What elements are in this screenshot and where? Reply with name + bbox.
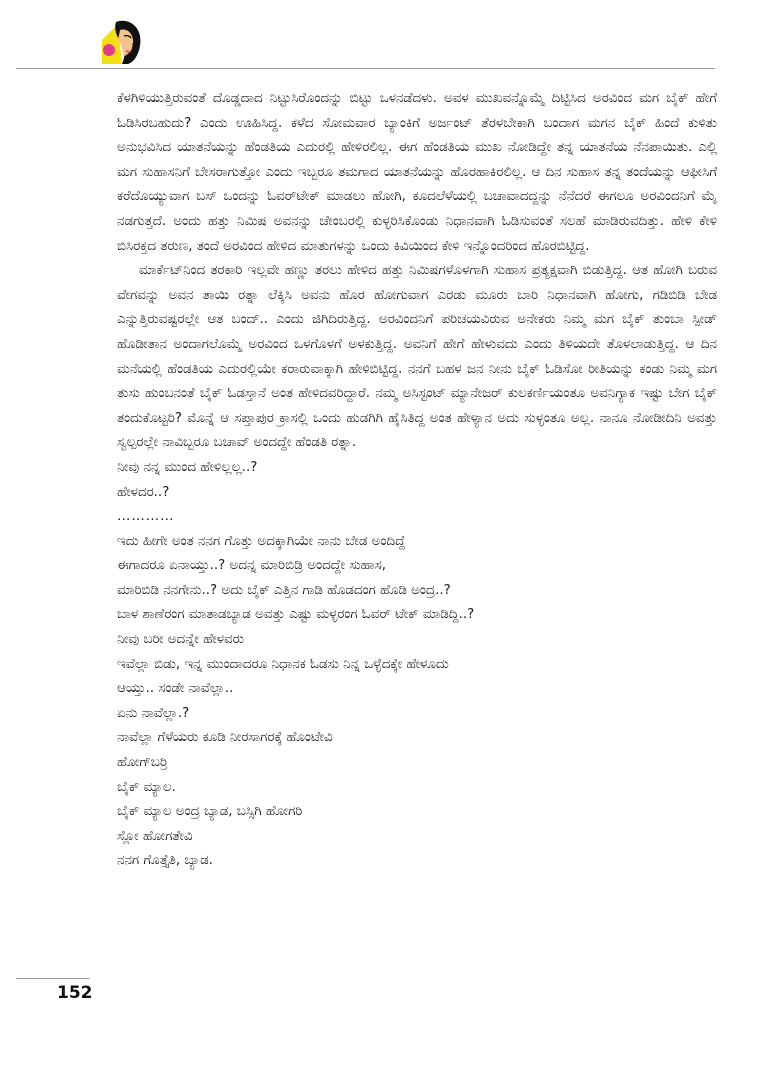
paragraph: ಕೆಳಗಿಳಿಯುತ್ತಿರುವಂತೆ ದೊಡ್ಡದಾದ ನಿಟ್ಟುಸಿರೊಂದನ್ನು ಬಿಟ್ಟು ಒಳನಡೆದಳು. ಅವಳ ಮುಖವನ್ನೊಮ್ಮೆ ದಿಟ್ಟಿಸಿದ ಅರವಿಂದ ಮಗ ಬೈಕ್ ಹೇಗೆ ಓಡಿಸಿರಬಹುದು? ಎಂದು ಊಹಿಸಿದ್ದ. ಕಳೆದ ಸೋಮವಾರ ಬ್ಯಾಂಕಿಗೆ ಅರ್ಜಂಟ್ ತೆರಳಬೇಕಾಗಿ ಬಂದಾಗ ಮಗನ ಬೈಕ್ ಹಿಂದೆ ಕುಳಿತು ಅನುಭವಿಸಿದ ಯಾತನೆಯನ್ನು ಹೆಂಡತಿಯ ಎದುರಲ್ಲಿ ಹೇಳಿರಲಿಲ್ಲ. ಈಗ ಹೆಂಡತಿಯ ಮುಖ ನೋಡಿದ್ದೇ ತನ್ನ ಯಾತನೆಯ ನೆನಪಾಯಿತು. ಎಲ್ಲಿ ಮಗ ಸುಹಾಸನಿಗೆ ಬೇಸರಾಗುತ್ತೋ ಎಂದು ಇಬ್ಬರೂ ತಮಗಾದ ಯಾತನೆಯನ್ನು ಹೊರಹಾಕಿರಲಿಲ್ಲ. ಆ ದಿನ ಸುಹಾಸ ತನ್ನ ತಂದೆಯನ್ನು ಆಫೀಸಿಗೆ ಕರೆದೊಯ್ಯುವಾಗ ಬಸ್ ಒಂದನ್ನು ಓವರ್‌ಟೇಕ್ ಮಾಡಲು ಹೋಗಿ, ಕೂದಲೆಳೆಯಲ್ಲಿ ಬಚಾವಾದದ್ದನ್ನು ನೆನೆದರೆ ಈಗಲೂ ಅರವಿಂದನಿಗೆ ಮೈ ನಡಗುತ್ತದೆ. ಅಂದು ಹತ್ತು ನಿಮಿಷ ಅವನನ್ನು ಚೇಂಬರಲ್ಲಿ ಕುಳ್ಳರಿಸಿಕೊಂಡು ನಿಧಾನವಾಗಿ ಓಡಿಸುವಂತೆ ಸಲಹೆ ಮಾಡಿರುವದಿತ್ತು. ಹೇಳಿ ಕೇಳಿ ಬಿಸಿರಕ್ತದ ತರುಣ, ತಂದೆ ಅರವಿಂದ ಹೇಳಿದ ಮಾತುಗಳನ್ನು ಒಂದು ಕಿವಿಯಿಂದ ಕೇಳಿ ಇನ್ನೊಂದರಿಂದ ಹೊರಬಿಟ್ಟಿದ್ದ. <box>117 91 717 254</box>
paragraph-indented <box>117 259 717 456</box>
dialogue-line: ಬೈಕ್ ಮ್ಯಾಲ ಅಂದ್ರ ಬ್ಯಾಡ, ಬಸ್ಸಿಗಿ ಹೋಗರಿ <box>117 804 303 820</box>
dialogue-line: ಸ್ಲೋ ಹೋಗತೇವಿ <box>117 828 193 844</box>
dialogue-ellipsis: ………… <box>117 509 175 525</box>
dialogue-line: ಏನು ನಾವೆಲ್ಲಾ.? <box>117 705 190 721</box>
dialogue-line: ಇದು ಹೀಗೇ ಅಂತ ನನಗ ಗೊತ್ತು ಅದಕ್ಕಾಗಿಯೇ ನಾನು ಬೇಡ ಅಂದಿದ್ದೆ <box>117 533 406 549</box>
dialogue-line: ನಾವೆಲ್ಲಾ ಗೆಳೆಯರು ಕೂಡಿ ನೀರಸಾಗರಕ್ಕೆ ಹೊಂಟೇವಿ <box>117 730 333 746</box>
dialogue-line: ಆಯ್ತು.. ಸಂಡೇ ನಾವೆಲ್ಲಾ.. <box>117 681 234 697</box>
footer-divider <box>16 978 90 979</box>
dialogue-line: ಮಾರಿಬಿಡಿ ನನಗೇನು..? ಅದು ಬೈಕ್ ಎತ್ತಿನ ಗಾಡಿ ಹೊಡದಂಗ ಹೊಡಿ ಅಂದ್ರ..? <box>117 582 451 598</box>
story-text <box>117 87 717 874</box>
dialogue-line: ಬಾಳ ಶಾಣೆರಂಗ ಮಾತಾಡಬ್ಯಾಡ ಅವತ್ತು ಎಷ್ಟು ಮಳ್ಳರಂಗ ಓವರ್ ಟೇಕ್ ಮಾಡಿದ್ದಿ..? <box>117 607 475 623</box>
dialogue-line: ಇವೆಲ್ಲಾ ಬಿಡು, ಇನ್ನ ಮುಂದಾದರೂ ನಿಧಾನಕ ಓಡಸು ನಿನ್ನ ಒಳ್ಳೆದಕ್ಕೇ ಹೇಳೂದು <box>117 656 449 672</box>
dialogue-line: ನೀವು ನನ್ನ ಮುಂದ ಹೇಳಿಲ್ಲಲ್ಲ..? <box>117 459 258 475</box>
dialogue-line: ಬೈಕ್ ಮ್ಯಾಲ. <box>117 779 176 795</box>
page-number: 152 <box>57 983 93 1003</box>
woman-silhouette-logo <box>102 18 144 64</box>
dialogue-line: ನೀವು ಬರೀ ಅದನ್ನೇ ಹೇಳವರು <box>117 632 244 648</box>
dialogue-line: ಈಗಾದರೂ ಏನಾಯ್ತು..? ಅದನ್ನ ಮಾರಿಬಿಡ್ರಿ ಅಂದದ್ದೇ ಸುಹಾಸ, <box>117 558 387 574</box>
dialogue-line: ನನಗ ಗೊತ್ತೈತಿ, ಬ್ಯಾಡ. <box>117 853 213 869</box>
dialogue-line: ಹೋಗ್‌ಬರ್ರಿ <box>117 755 168 771</box>
header-divider <box>16 68 715 69</box>
dialogue-line: ಹೇಳದರ..? <box>117 484 170 500</box>
paragraph-text: ಮಾರ್ಕೆಟ್‌ನಿಂದ ತರಕಾರಿ ಇಲ್ಲವೇ ಹಣ್ಣು ತರಲು ಹೇಳಿದ ಹತ್ತು ನಿಮಿಷಗಳೊಳಗಾಗಿ ಸುಹಾಸ ಪ್ರತ್ಯಕ್ಷವಾಗಿ ಬಿಡುತ್ತಿದ್ದ. ಆತ ಹೋಗಿ ಬರುವ ವೇಗವನ್ನು ಅವನ ತಾಯಿ ರತ್ನಾ ಲೆಕ್ಕಿಸಿ ಅವನು ಹೊರ ಹೋಗುವಾಗ ಎರಡು ಮೂರು ಬಾರಿ ನಿಧಾನವಾಗಿ ಹೋಗು, ಗಡಿಬಿಡಿ ಬೇಡ ಎನ್ನುತ್ತಿರುವಷ್ಟರಲ್ಲೇ ಆತ ಬಂದ್.. ಎಂದು ಜಿಗಿದಿರುತ್ತಿದ್ದ. ಅರವಿಂದನಿಗೆ ಪರಿಚಯವಿರುವ ಅನೇಕರು ನಿಮ್ಮ ಮಗ ಬೈಕ್ ತುಂಬಾ ಸ್ಪೀಡ್ ಹೊಡೀತಾನ ಅಂದಾಗಲೊಮ್ಮೆ ಅರವಿಂದ ಒಳಗೊಳಗೆ ಅಳಕುತ್ತಿದ್ದ. ಅವನಿಗೆ ಹೇಗೆ ಹೇಳುವದು ಎಂದು ತಿಳಿಯದೇ ತೊಳಲಾಡುತ್ತಿದ್ದ. ಆ ದಿನ ಮನೆಯಲ್ಲಿ ಹೆಂಡತಿಯ ಎದುರಲ್ಲಿಯೇ ಕರಾರುವಾಕ್ಕಾಗಿ ಹೇಳಿಬಿಟ್ಟಿದ್ದ. ನನಗೆ ಬಹಳ ಜನ ನೀನು ಬೈಕ್ ಓಡಿಸೋ ರೀತಿಯನ್ನು ಕಂಡು ನಿಮ್ಮ ಮಗ ತುಸು ಹುಂಬನಂತೆ ಬೈಕ್ ಓಡಸ್ತಾನೆ ಅಂತ ಹೇಳಿದವರಿದ್ದಾರೆ. ನಮ್ಮ ಅಸಿಸ್ಟಂಟ್ ಮ್ಯಾನೇಜರ್ ಕುಲಕರ್ಣಿಯಂತೂ ಅವನಿಗ್ಯಾಕ ಇಷ್ಟು ಬೇಗ ಬೈಕ್ ತಂದುಕೊಟ್ಟರಿ? ಮೊನ್ನೆ ಆ ಸಪ್ತಾಪುರ ಕ್ರಾಸಲ್ಲಿ ಒಂದು ಹುಡಗಿಗಿ ಹೈಸಿತಿದ್ದ ಅಂತ ಹೇಳ್ಯಾನ ಅದು ಸುಳ್ಳಂತೂ ಅಲ್ಲ. ನಾನೂ ನೋಡೀದಿನಿ ಅವತ್ತು ಸ್ವಲ್ಪರಲ್ಲೇ ನಾವಿಬ್ಬರೂ ಬಚಾವ್ ಅಂದದ್ದೇ ಹೆಂಡತಿ ರತ್ನಾ. <box>117 263 717 451</box>
